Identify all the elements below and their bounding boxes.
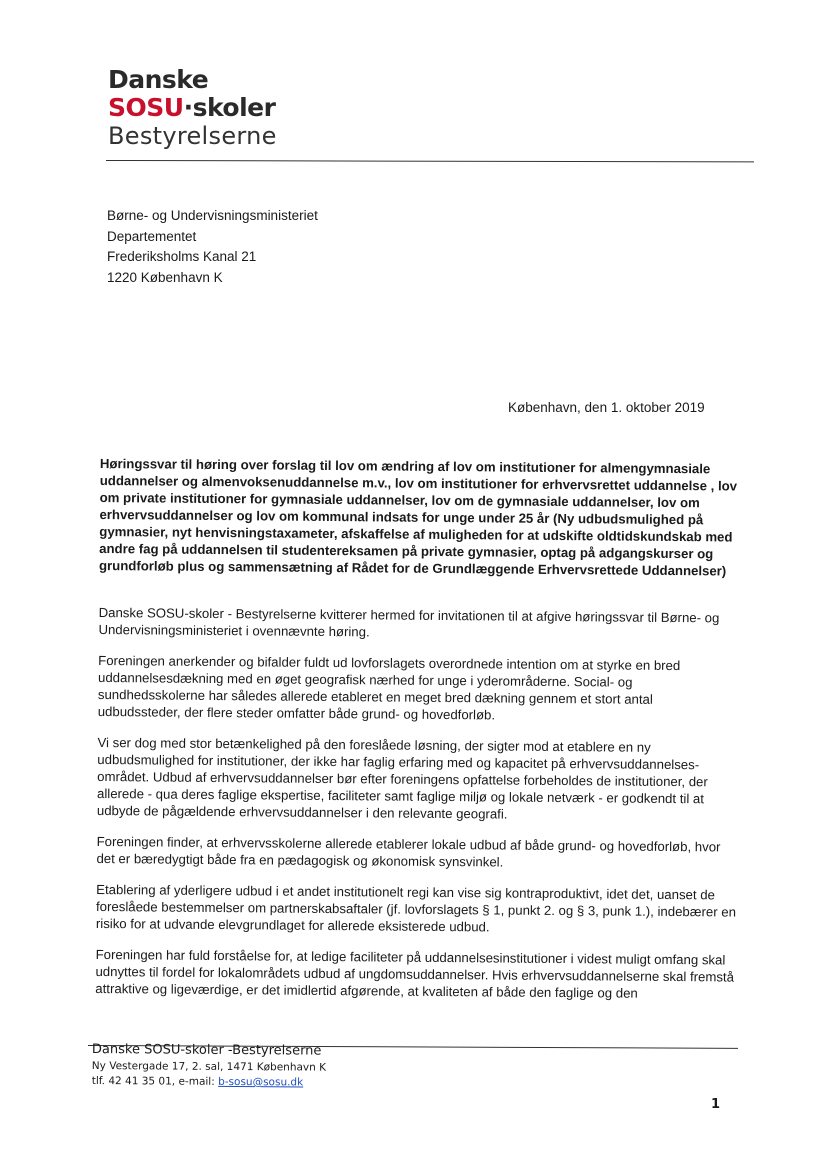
header-divider — [106, 160, 754, 162]
logo-sosu: SOSU — [108, 93, 184, 122]
recipient-line: 1220 København K — [107, 269, 223, 285]
logo-line-3: Bestyrelserne — [108, 122, 277, 150]
footer-contact — [92, 1074, 326, 1091]
letter-subject: Høringssvar til høring over forslag til lov om ændring af lov om institutioner for almengymnasiale uddannelser og almenvoksenuddannelse m.v., lov om institutioner for erhvervsrettet uddannelse , lov om private institutioner for gymnasiale uddannelser, lov om de gymnasiale uddannelser, lov om erhvervsuddannelser og lov om kommunal indsats for unge under 25 år (Ny udbudsmulighed på gymnasier, nyt henvisningstaxameter, afskaffelse af muligheden for at udskifte oldtidskundskab med andre fag på uddannelsen til studentereksamen på private gymnasier, optag på adgangskurser og grundforløb plus og sammensætning af Rådet for de Grundlæggende Erhvervsrettede Uddannelser) — [98, 455, 738, 579]
footer — [92, 1041, 327, 1091]
logo-skoler: skoler — [192, 93, 276, 122]
recipient-address — [107, 206, 318, 288]
footer-phone: tlf. 42 41 35 01, e-mail: — [91, 1074, 219, 1088]
logo-line-1: Danske — [108, 65, 209, 94]
footer-address: Ny Vestergade 17, 2. sal, 1471 København K — [91, 1059, 327, 1074]
logo — [108, 66, 277, 150]
body-paragraph: Etablering af yderligere udbud i et andet institutionelt regi kan vise sig kontraproduktivt, idet det, uanset de foreslåede bestemmelser om partnerskabsaftaler (jf. lovforslagets § 1, punkt 2. og § 3, punk 1.), indebærer en risiko for at udvande elevgrundlaget for allerede eksisterede udbud. — [95, 881, 737, 935]
recipient-line: Børne- og Undervisningsministeriet — [107, 208, 318, 223]
body-paragraph: Foreningen finder, at erhvervsskolerne allerede etablerer lokale udbud af både grund- og hovedforløb, hvor det er bæredygtigt både fra en pædagogisk og økonomisk synsvinkel. — [96, 833, 721, 870]
body-paragraph: Foreningen har fuld forståelse for, at ledige faciliteter på uddannelsesinstitutioner i videst muligt omfang skal udnyttes til fordel for lokalområdets udbud af ungdomsuddannelser. Hvis erhvervsuddannelserne skal fremstå attraktive og ligeværdige, er det imidlertid afgørende, at kvaliteten af både den faglige og den — [95, 946, 735, 1001]
logo-separator: · — [183, 93, 193, 122]
body-paragraph: Vi ser dog med stor betænkelighed på den foreslåede løsning, der sigter mod at etablere en ny udbudsmulighed for institutioner, der ikke har faglig erfaring med og kapacitet på erhvervsuddannelses-området. Udbud af erhvervsuddannelser bør efter foreningens opfattelse forbeholdes de institutioner, der allerede - qua deres faglige ekspertise, faciliteter samt faglige miljø og lokale netværk - er godkendt til at udbyde de pågældende erhvervsuddannelser i den relevante geografi. — [96, 734, 708, 822]
letter-date: København, den 1. oktober 2019 — [508, 400, 705, 415]
recipient-line: Frederiksholms Kanal 21 — [107, 249, 257, 264]
body-paragraph: Danske SOSU-skoler - Bestyrelserne kvitterer hermed for invitationen til at afgive høringssvar til Børne- og Undervisningsministeriet i ovennævnte høring. — [98, 604, 720, 640]
logo-line-2 — [108, 94, 277, 122]
recipient-line: Departementet — [107, 228, 197, 244]
footer-email-link[interactable]: b-sosu@sosu.dk — [218, 1075, 304, 1089]
body-paragraph: Foreningen anerkender og bifalder fuldt ud lovforslagets overordnede intention om at styrke en bred uddannelsesdækning med en øget geografisk nærhed for unge i yderområderne. Social- og sundhedsskolerne har således allerede etableret en meget bred dækning gennem et stort antal udbudssteder, der flere steder omfatter både grund- og hovedforløb. — [97, 652, 681, 723]
letter-body — [95, 455, 740, 1017]
footer-org: Danske SOSU-skoler -Bestyrelserne — [91, 1042, 322, 1059]
page-number: 1 — [711, 1097, 721, 1112]
